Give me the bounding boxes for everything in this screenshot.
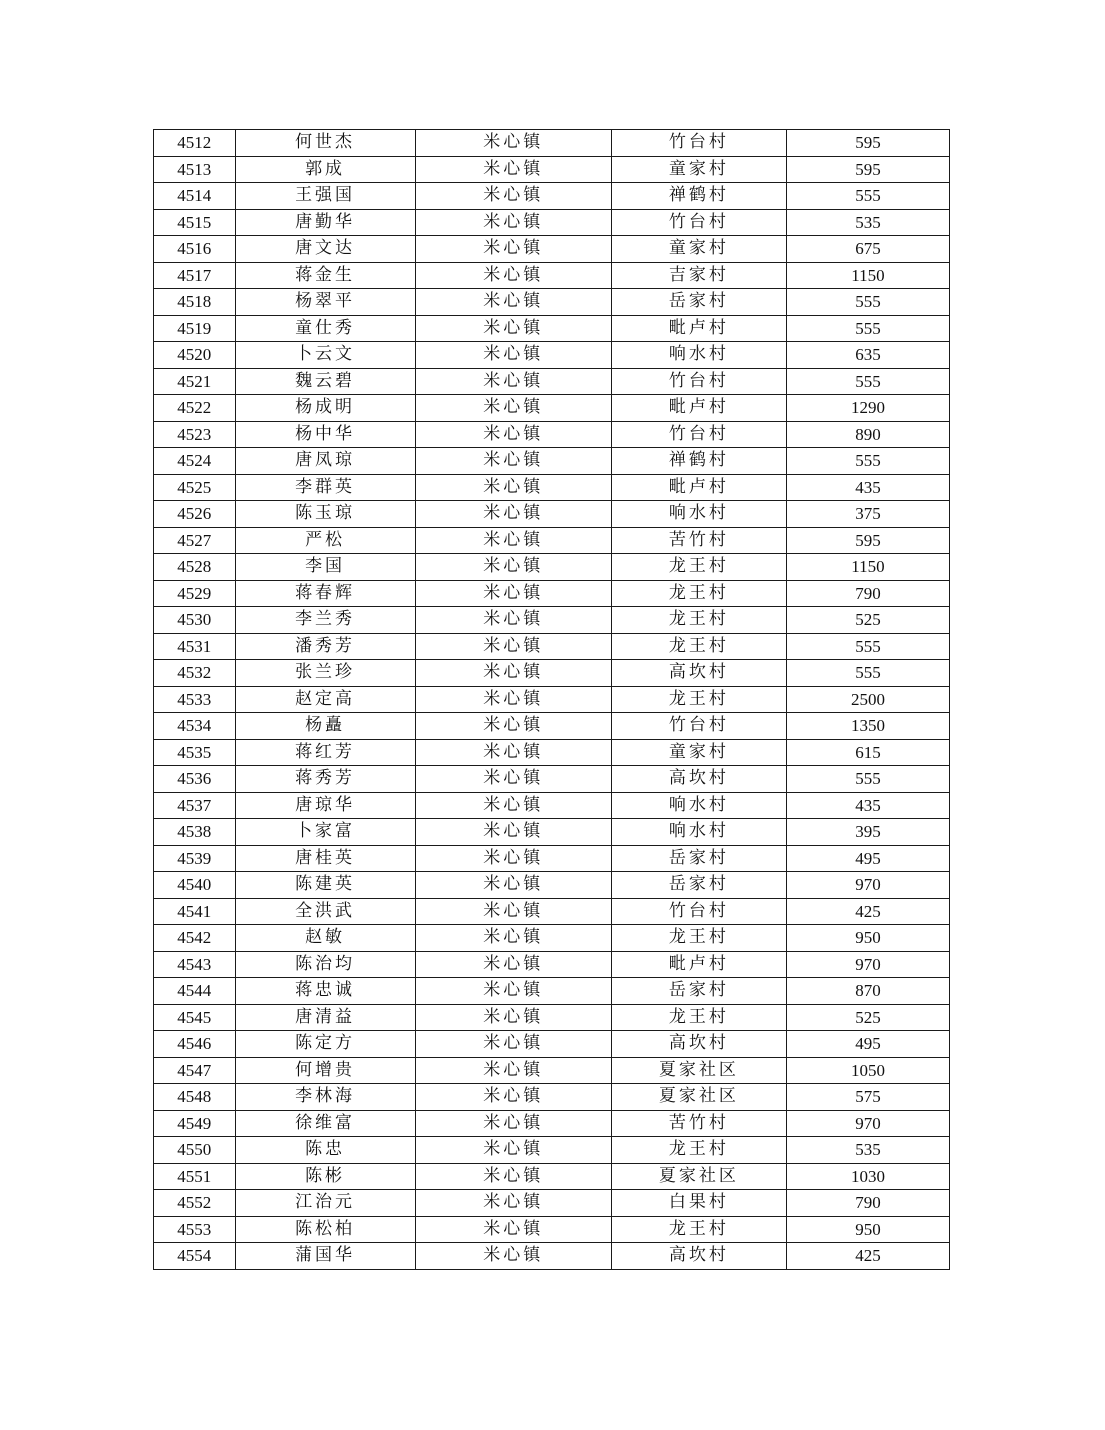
- town-cell: 米心镇: [415, 713, 611, 740]
- village-cell: 毗卢村: [611, 474, 786, 501]
- table-row: [154, 289, 950, 316]
- village-cell: 苦竹村: [611, 1110, 786, 1137]
- row-number-cell: 4552: [154, 1190, 236, 1217]
- town-cell: 米心镇: [415, 739, 611, 766]
- village-cell: 龙王村: [611, 1004, 786, 1031]
- amount-cell: 525: [786, 607, 949, 634]
- amount-cell: 555: [786, 315, 949, 342]
- town-cell: 米心镇: [415, 792, 611, 819]
- name-cell: 蒋金生: [235, 262, 415, 289]
- row-number-cell: 4521: [154, 368, 236, 395]
- row-number-cell: 4531: [154, 633, 236, 660]
- name-cell: 唐清益: [235, 1004, 415, 1031]
- name-cell: 蒲国华: [235, 1243, 415, 1270]
- amount-cell: 495: [786, 1031, 949, 1058]
- amount-cell: 555: [786, 289, 949, 316]
- name-cell: 李国: [235, 554, 415, 581]
- name-cell: 杨中华: [235, 421, 415, 448]
- row-number-cell: 4514: [154, 183, 236, 210]
- amount-cell: 870: [786, 978, 949, 1005]
- amount-cell: 2500: [786, 686, 949, 713]
- village-cell: 毗卢村: [611, 315, 786, 342]
- town-cell: 米心镇: [415, 607, 611, 634]
- village-cell: 龙王村: [611, 607, 786, 634]
- table-row: [154, 660, 950, 687]
- town-cell: 米心镇: [415, 289, 611, 316]
- row-number-cell: 4527: [154, 527, 236, 554]
- amount-cell: 970: [786, 872, 949, 899]
- roster-table-body: [154, 130, 950, 1270]
- row-number-cell: 4524: [154, 448, 236, 475]
- town-cell: 米心镇: [415, 209, 611, 236]
- village-cell: 龙王村: [611, 554, 786, 581]
- town-cell: 米心镇: [415, 766, 611, 793]
- village-cell: 禅鹤村: [611, 183, 786, 210]
- town-cell: 米心镇: [415, 368, 611, 395]
- table-row: [154, 1031, 950, 1058]
- table-row: [154, 819, 950, 846]
- amount-cell: 555: [786, 633, 949, 660]
- name-cell: 潘秀芳: [235, 633, 415, 660]
- name-cell: 蒋忠诚: [235, 978, 415, 1005]
- name-cell: 全洪武: [235, 898, 415, 925]
- row-number-cell: 4546: [154, 1031, 236, 1058]
- village-cell: 夏家社区: [611, 1163, 786, 1190]
- table-row: [154, 1004, 950, 1031]
- table-row: [154, 1216, 950, 1243]
- name-cell: 陈建英: [235, 872, 415, 899]
- amount-cell: 555: [786, 448, 949, 475]
- table-row: [154, 792, 950, 819]
- town-cell: 米心镇: [415, 236, 611, 263]
- amount-cell: 595: [786, 156, 949, 183]
- village-cell: 龙王村: [611, 633, 786, 660]
- row-number-cell: 4515: [154, 209, 236, 236]
- town-cell: 米心镇: [415, 1216, 611, 1243]
- name-cell: 唐凤琼: [235, 448, 415, 475]
- table-row: [154, 368, 950, 395]
- village-cell: 龙王村: [611, 925, 786, 952]
- row-number-cell: 4544: [154, 978, 236, 1005]
- name-cell: 徐维富: [235, 1110, 415, 1137]
- amount-cell: 555: [786, 183, 949, 210]
- table-row: [154, 1190, 950, 1217]
- amount-cell: 525: [786, 1004, 949, 1031]
- row-number-cell: 4551: [154, 1163, 236, 1190]
- name-cell: 赵定高: [235, 686, 415, 713]
- name-cell: 蒋秀芳: [235, 766, 415, 793]
- row-number-cell: 4533: [154, 686, 236, 713]
- row-number-cell: 4537: [154, 792, 236, 819]
- row-number-cell: 4545: [154, 1004, 236, 1031]
- table-row: [154, 1057, 950, 1084]
- village-cell: 响水村: [611, 792, 786, 819]
- row-number-cell: 4542: [154, 925, 236, 952]
- table-row: [154, 951, 950, 978]
- row-number-cell: 4529: [154, 580, 236, 607]
- row-number-cell: 4519: [154, 315, 236, 342]
- village-cell: 夏家社区: [611, 1057, 786, 1084]
- town-cell: 米心镇: [415, 660, 611, 687]
- amount-cell: 435: [786, 792, 949, 819]
- town-cell: 米心镇: [415, 342, 611, 369]
- village-cell: 龙王村: [611, 580, 786, 607]
- name-cell: 卜云文: [235, 342, 415, 369]
- table-row: [154, 209, 950, 236]
- name-cell: 何增贵: [235, 1057, 415, 1084]
- row-number-cell: 4532: [154, 660, 236, 687]
- row-number-cell: 4516: [154, 236, 236, 263]
- name-cell: 张兰珍: [235, 660, 415, 687]
- village-cell: 岳家村: [611, 289, 786, 316]
- name-cell: 李林海: [235, 1084, 415, 1111]
- table-row: [154, 739, 950, 766]
- table-row: [154, 262, 950, 289]
- amount-cell: 1030: [786, 1163, 949, 1190]
- table-row: [154, 872, 950, 899]
- village-cell: 童家村: [611, 236, 786, 263]
- name-cell: 郭成: [235, 156, 415, 183]
- table-row: [154, 845, 950, 872]
- name-cell: 严松: [235, 527, 415, 554]
- name-cell: 陈彬: [235, 1163, 415, 1190]
- village-cell: 童家村: [611, 156, 786, 183]
- town-cell: 米心镇: [415, 474, 611, 501]
- row-number-cell: 4535: [154, 739, 236, 766]
- row-number-cell: 4523: [154, 421, 236, 448]
- row-number-cell: 4547: [154, 1057, 236, 1084]
- village-cell: 禅鹤村: [611, 448, 786, 475]
- village-cell: 白果村: [611, 1190, 786, 1217]
- town-cell: 米心镇: [415, 448, 611, 475]
- table-row: [154, 130, 950, 157]
- table-row: [154, 1163, 950, 1190]
- town-cell: 米心镇: [415, 421, 611, 448]
- town-cell: 米心镇: [415, 951, 611, 978]
- village-cell: 毗卢村: [611, 395, 786, 422]
- row-number-cell: 4512: [154, 130, 236, 157]
- name-cell: 唐勤华: [235, 209, 415, 236]
- village-cell: 吉家村: [611, 262, 786, 289]
- table-row: [154, 1137, 950, 1164]
- table-row: [154, 156, 950, 183]
- row-number-cell: 4536: [154, 766, 236, 793]
- row-number-cell: 4525: [154, 474, 236, 501]
- name-cell: 蒋春辉: [235, 580, 415, 607]
- village-cell: 夏家社区: [611, 1084, 786, 1111]
- town-cell: 米心镇: [415, 1110, 611, 1137]
- name-cell: 陈治均: [235, 951, 415, 978]
- amount-cell: 970: [786, 1110, 949, 1137]
- town-cell: 米心镇: [415, 1243, 611, 1270]
- table-row: [154, 1110, 950, 1137]
- amount-cell: 555: [786, 368, 949, 395]
- village-cell: 竹台村: [611, 368, 786, 395]
- amount-cell: 375: [786, 501, 949, 528]
- town-cell: 米心镇: [415, 130, 611, 157]
- row-number-cell: 4538: [154, 819, 236, 846]
- village-cell: 竹台村: [611, 898, 786, 925]
- row-number-cell: 4553: [154, 1216, 236, 1243]
- table-row: [154, 474, 950, 501]
- row-number-cell: 4522: [154, 395, 236, 422]
- village-cell: 龙王村: [611, 1137, 786, 1164]
- row-number-cell: 4528: [154, 554, 236, 581]
- table-row: [154, 421, 950, 448]
- village-cell: 响水村: [611, 501, 786, 528]
- village-cell: 竹台村: [611, 421, 786, 448]
- name-cell: 陈定方: [235, 1031, 415, 1058]
- amount-cell: 595: [786, 130, 949, 157]
- table-row: [154, 898, 950, 925]
- town-cell: 米心镇: [415, 872, 611, 899]
- table-row: [154, 236, 950, 263]
- name-cell: 杨矗: [235, 713, 415, 740]
- amount-cell: 615: [786, 739, 949, 766]
- row-number-cell: 4540: [154, 872, 236, 899]
- row-number-cell: 4530: [154, 607, 236, 634]
- table-row: [154, 766, 950, 793]
- town-cell: 米心镇: [415, 1057, 611, 1084]
- village-cell: 竹台村: [611, 209, 786, 236]
- table-row: [154, 713, 950, 740]
- amount-cell: 970: [786, 951, 949, 978]
- row-number-cell: 4541: [154, 898, 236, 925]
- town-cell: 米心镇: [415, 1163, 611, 1190]
- town-cell: 米心镇: [415, 262, 611, 289]
- amount-cell: 435: [786, 474, 949, 501]
- amount-cell: 555: [786, 660, 949, 687]
- table-row: [154, 633, 950, 660]
- row-number-cell: 4548: [154, 1084, 236, 1111]
- table-row: [154, 395, 950, 422]
- town-cell: 米心镇: [415, 898, 611, 925]
- table-row: [154, 554, 950, 581]
- table-row: [154, 183, 950, 210]
- name-cell: 李群英: [235, 474, 415, 501]
- row-number-cell: 4543: [154, 951, 236, 978]
- name-cell: 唐琼华: [235, 792, 415, 819]
- amount-cell: 675: [786, 236, 949, 263]
- town-cell: 米心镇: [415, 845, 611, 872]
- name-cell: 陈玉琼: [235, 501, 415, 528]
- amount-cell: 535: [786, 1137, 949, 1164]
- village-cell: 高坎村: [611, 766, 786, 793]
- amount-cell: 395: [786, 819, 949, 846]
- village-cell: 响水村: [611, 819, 786, 846]
- row-number-cell: 4539: [154, 845, 236, 872]
- village-cell: 高坎村: [611, 1243, 786, 1270]
- amount-cell: 890: [786, 421, 949, 448]
- table-row: [154, 1084, 950, 1111]
- town-cell: 米心镇: [415, 1084, 611, 1111]
- town-cell: 米心镇: [415, 527, 611, 554]
- village-cell: 响水村: [611, 342, 786, 369]
- table-row: [154, 607, 950, 634]
- town-cell: 米心镇: [415, 1190, 611, 1217]
- village-cell: 童家村: [611, 739, 786, 766]
- row-number-cell: 4513: [154, 156, 236, 183]
- name-cell: 陈松柏: [235, 1216, 415, 1243]
- town-cell: 米心镇: [415, 686, 611, 713]
- village-cell: 龙王村: [611, 1216, 786, 1243]
- table-row: [154, 342, 950, 369]
- name-cell: 童仕秀: [235, 315, 415, 342]
- amount-cell: 595: [786, 527, 949, 554]
- village-cell: 高坎村: [611, 660, 786, 687]
- amount-cell: 790: [786, 580, 949, 607]
- name-cell: 王强国: [235, 183, 415, 210]
- village-cell: 岳家村: [611, 872, 786, 899]
- name-cell: 李兰秀: [235, 607, 415, 634]
- amount-cell: 790: [786, 1190, 949, 1217]
- name-cell: 赵敏: [235, 925, 415, 952]
- town-cell: 米心镇: [415, 1137, 611, 1164]
- name-cell: 何世杰: [235, 130, 415, 157]
- name-cell: 唐桂英: [235, 845, 415, 872]
- name-cell: 杨翠平: [235, 289, 415, 316]
- name-cell: 江治元: [235, 1190, 415, 1217]
- table-row: [154, 686, 950, 713]
- roster-table: [153, 129, 950, 1270]
- amount-cell: 555: [786, 766, 949, 793]
- amount-cell: 1290: [786, 395, 949, 422]
- town-cell: 米心镇: [415, 1031, 611, 1058]
- village-cell: 高坎村: [611, 1031, 786, 1058]
- table-row: [154, 1243, 950, 1270]
- amount-cell: 535: [786, 209, 949, 236]
- town-cell: 米心镇: [415, 978, 611, 1005]
- name-cell: 魏云碧: [235, 368, 415, 395]
- town-cell: 米心镇: [415, 501, 611, 528]
- town-cell: 米心镇: [415, 1004, 611, 1031]
- table-row: [154, 448, 950, 475]
- table-row: [154, 580, 950, 607]
- amount-cell: 1150: [786, 554, 949, 581]
- town-cell: 米心镇: [415, 554, 611, 581]
- name-cell: 蒋红芳: [235, 739, 415, 766]
- amount-cell: 425: [786, 898, 949, 925]
- amount-cell: 1050: [786, 1057, 949, 1084]
- village-cell: 竹台村: [611, 130, 786, 157]
- town-cell: 米心镇: [415, 315, 611, 342]
- name-cell: 陈忠: [235, 1137, 415, 1164]
- village-cell: 岳家村: [611, 978, 786, 1005]
- amount-cell: 950: [786, 925, 949, 952]
- village-cell: 龙王村: [611, 686, 786, 713]
- town-cell: 米心镇: [415, 819, 611, 846]
- town-cell: 米心镇: [415, 925, 611, 952]
- row-number-cell: 4517: [154, 262, 236, 289]
- village-cell: 竹台村: [611, 713, 786, 740]
- amount-cell: 425: [786, 1243, 949, 1270]
- table-row: [154, 527, 950, 554]
- amount-cell: 1150: [786, 262, 949, 289]
- amount-cell: 575: [786, 1084, 949, 1111]
- row-number-cell: 4550: [154, 1137, 236, 1164]
- table-row: [154, 925, 950, 952]
- town-cell: 米心镇: [415, 183, 611, 210]
- row-number-cell: 4554: [154, 1243, 236, 1270]
- town-cell: 米心镇: [415, 580, 611, 607]
- town-cell: 米心镇: [415, 633, 611, 660]
- amount-cell: 1350: [786, 713, 949, 740]
- table-row: [154, 501, 950, 528]
- row-number-cell: 4549: [154, 1110, 236, 1137]
- name-cell: 杨成明: [235, 395, 415, 422]
- village-cell: 苦竹村: [611, 527, 786, 554]
- amount-cell: 950: [786, 1216, 949, 1243]
- row-number-cell: 4518: [154, 289, 236, 316]
- row-number-cell: 4520: [154, 342, 236, 369]
- row-number-cell: 4534: [154, 713, 236, 740]
- name-cell: 卜家富: [235, 819, 415, 846]
- row-number-cell: 4526: [154, 501, 236, 528]
- town-cell: 米心镇: [415, 395, 611, 422]
- table-row: [154, 315, 950, 342]
- amount-cell: 495: [786, 845, 949, 872]
- town-cell: 米心镇: [415, 156, 611, 183]
- amount-cell: 635: [786, 342, 949, 369]
- village-cell: 毗卢村: [611, 951, 786, 978]
- table-row: [154, 978, 950, 1005]
- village-cell: 岳家村: [611, 845, 786, 872]
- name-cell: 唐文达: [235, 236, 415, 263]
